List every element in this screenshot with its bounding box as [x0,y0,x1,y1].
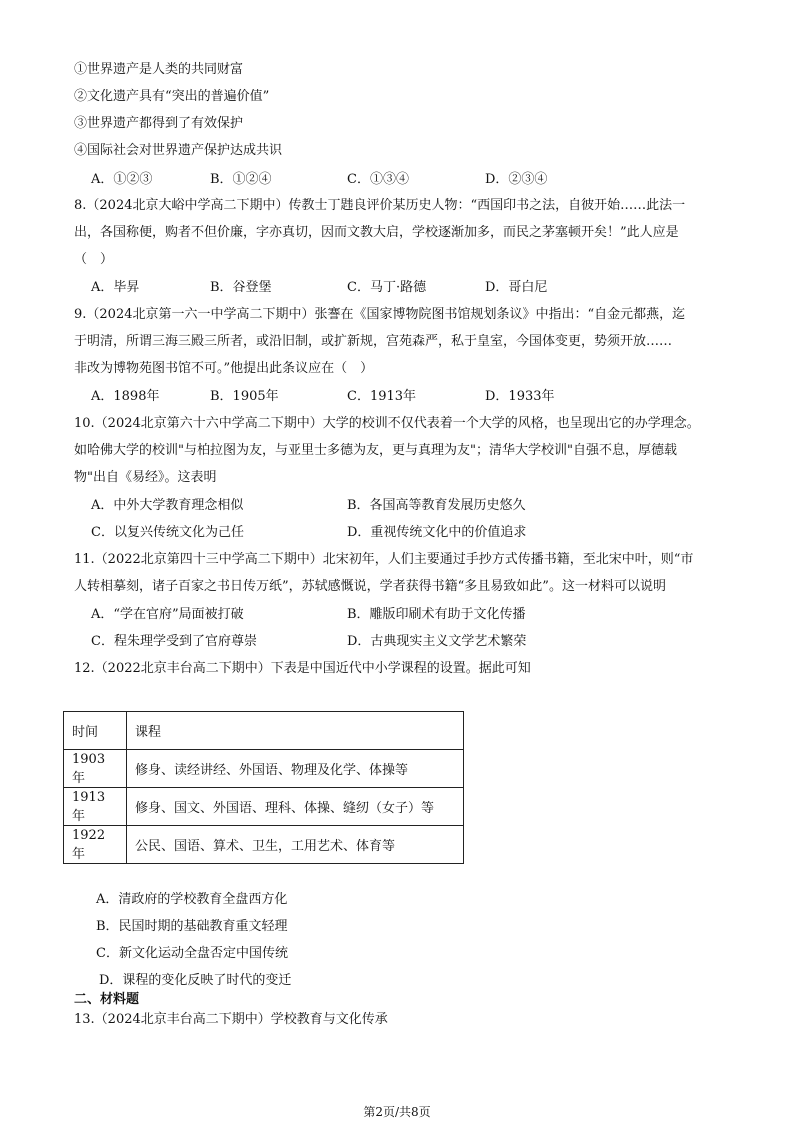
q10-stem-line-1: 10.（2024北京第六十六中学高二下期中）大学的校训不仅代表着一个大学的风格，也呈现出它的办学理念。 [74,416,700,431]
q7-statement-2: ②文化遗产具有“突出的普遍价值” [74,89,270,104]
course-table-header-row [64,712,464,750]
q10-option-b: B．各国高等教育发展历史悠久 [347,498,526,513]
q9-option-d: D．1933年 [485,389,555,404]
q12-option-a: A．清政府的学校教育全盘西方化 [96,892,288,907]
table-row [64,788,464,826]
q12-option-c: C．新文化运动全盘否定中国传统 [96,946,288,961]
q10-option-c: C．以复兴传统文化为己任 [91,525,244,540]
section-heading: 二、材料题 [74,992,140,1007]
q8-stem-line-1: 8.（2024北京大峪中学高二下期中）传教士丁韪良评价某历史人物：“西国印书之法，自彼开始……此法一 [74,198,686,213]
q8-option-b: B．谷登堡 [210,280,272,295]
q11-stem-line-1: 11.（2022北京第四十三中学高二下期中）北宋初年，人们主要通过手抄方式传播书籍，至北宋中叶，则“市 [74,552,694,567]
q8-option-a: A．毕昇 [91,280,140,295]
q7-option-c: C．①③④ [347,172,409,187]
q11-option-b: B．雕版印刷术有助于文化传播 [347,607,526,622]
q10-option-d: D．重视传统文化中的价值追求 [347,525,527,540]
q9-option-a: A．1898年 [91,389,160,404]
q11-option-a: A．“学在官府”局面被打破 [91,607,244,622]
q9-stem-line-2: 于明清，所谓三海三殿三所者，或沿旧制，或扩新规，宫苑森严，私于皇室，今国体变更，势须开放…… [74,334,673,349]
q7-option-a: A．①②③ [91,172,153,187]
q12-stem: 12.（2022北京丰台高二下期中）下表是中国近代中小学课程的设置。据此可知 [74,661,531,676]
q7-statement-1: ①世界遗产是人类的共同财富 [74,62,244,77]
table-row [64,750,464,788]
table-cell-courses: 修身、国文、外国语、理科、体操、缝纫（女子）等 [127,788,464,826]
q9-option-b: B．1905年 [210,389,279,404]
table-cell-year: 1913年 [64,788,127,826]
q8-option-d: D．哥白尼 [485,280,548,295]
table-row [64,826,464,864]
table-header-course: 课程 [127,712,464,750]
q7-statement-4: ④国际社会对世界遗产保护达成共识 [74,143,283,158]
q10-stem-line-2: 如哈佛大学的校训"与柏拉图为友，与亚里士多德为友，更与真理为友"；清华大学校训"自强不息，厚德载 [74,443,677,458]
course-table [63,711,464,864]
q12-option-d: D．课程的变化反映了时代的变迁 [99,973,292,988]
q8-stem-line-2: 出，各国称便，购者不但价廉，字亦真切，因而文教大启，学校逐渐加多，而民之茅塞顿开矣！”此人应是 [74,225,679,240]
q11-option-d: D．古典现实主义文学艺术繁荣 [347,634,527,649]
q10-stem-line-3: 物"出自《易经》。这表明 [74,470,217,485]
q7-option-d: D．②③④ [485,172,548,187]
page-footer: 第2页/共8页 [363,1105,431,1119]
q11-stem-line-2: 人转相摹刻，诸子百家之书日传万纸”，苏轼感慨说，学者获得书籍“多且易致如此”。这一材料可以说明 [74,579,666,594]
table-cell-year: 1903年 [64,750,127,788]
q10-option-a: A．中外大学教育理念相似 [91,498,244,513]
table-header-time: 时间 [64,712,127,750]
q8-stem-line-3: （ ） [74,252,114,267]
table-cell-courses: 修身、读经讲经、外国语、物理及化学、体操等 [127,750,464,788]
q11-option-c: C．程朱理学受到了官府尊崇 [91,634,257,649]
q8-option-c: C．马丁·路德 [347,280,427,295]
q9-option-c: C．1913年 [347,389,417,404]
q7-statement-3: ③世界遗产都得到了有效保护 [74,116,244,131]
q7-option-b: B．①②④ [210,172,272,187]
q13-stem: 13.（2024北京丰台高二下期中）学校教育与文化传承 [74,1012,388,1027]
table-cell-year: 1922年 [64,826,127,864]
q9-stem-line-3: 非改为博物苑图书馆不可。”他提出此条议应在（ ） [74,361,374,376]
q9-stem-line-1: 9.（2024北京第一六一中学高二下期中）张謇在《国家博物院图书馆规划条议》中指出：“自金元都燕，迄 [74,307,686,322]
q12-option-b: B．民国时期的基础教育重文轻理 [96,919,288,934]
table-cell-courses: 公民、国语、算术、卫生，工用艺术、体育等 [127,826,464,864]
